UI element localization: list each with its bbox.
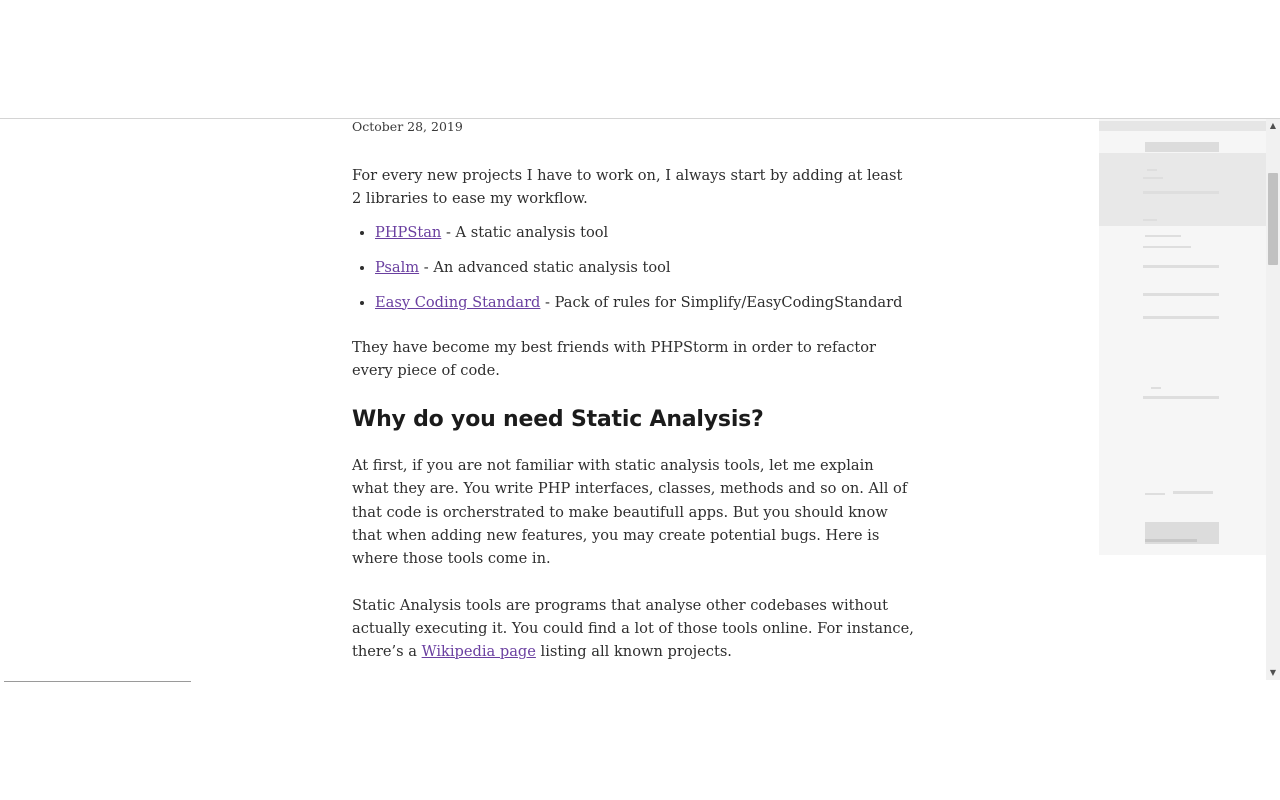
horizontal-scroll-indicator — [4, 681, 191, 682]
scroll-down-arrow-icon[interactable]: ▼ — [1269, 668, 1277, 677]
minimap-line — [1143, 293, 1219, 296]
tool-description: - A static analysis tool — [441, 223, 609, 241]
minimap-line — [1145, 235, 1181, 237]
minimap-line — [1143, 191, 1219, 194]
friends-paragraph: They have become my best friends with PHPStorm in order to refactor every piece of code. — [352, 338, 876, 379]
page-minimap[interactable] — [1099, 119, 1266, 555]
psalm-link[interactable]: Psalm — [375, 258, 420, 276]
minimap-line — [1173, 491, 1213, 494]
static-text-after: listing all known projects. — [535, 643, 732, 661]
tool-description: - Pack of rules for Simplify/EasyCodingStandard — [540, 293, 903, 311]
minimap-line — [1143, 316, 1219, 319]
minimap-line — [1151, 387, 1161, 389]
scrollbar-thumb[interactable] — [1268, 173, 1278, 265]
minimap-line — [1143, 246, 1191, 248]
easy-coding-standard-link[interactable]: Easy Coding Standard — [375, 293, 541, 311]
minimap-line — [1143, 219, 1157, 221]
minimap-banner — [1145, 142, 1219, 152]
minimap-line — [1145, 493, 1165, 495]
static-analysis-paragraph — [352, 594, 914, 664]
wikipedia-link[interactable]: Wikipedia page — [421, 643, 536, 661]
tools-list — [352, 221, 914, 314]
minimap-line — [1143, 265, 1219, 268]
static-text-before: Static Analysis tools are programs that analyse other codebases without actually executing it. You could find a lot of those tools online. For instance, there’s a — [352, 596, 914, 661]
phpstan-link[interactable]: PHPStan — [375, 223, 442, 241]
article-viewport[interactable] — [0, 119, 1266, 679]
minimap-line — [1143, 177, 1163, 179]
minimap-line — [1145, 539, 1197, 542]
minimap-line — [1147, 169, 1157, 171]
list-item — [375, 256, 914, 279]
explain-paragraph: At first, if you are not familiar with static analysis tools, let me explain what they are. You write PHP interfaces, classes, methods and so on. All of that code is orcherstrated to make beautifull apps. But you should know that when adding new features, you may create potential bugs. Here is where those tools come in. — [352, 457, 908, 568]
article-content — [352, 119, 914, 664]
scroll-up-arrow-icon[interactable]: ▲ — [1269, 121, 1277, 130]
section-heading: Why do you need Static Analysis? — [352, 407, 764, 433]
post-date: October 28, 2019 — [352, 119, 463, 134]
intro-paragraph: For every new projects I have to work on, I always start by adding at least 2 libraries to ease my workflow. — [352, 167, 903, 208]
vertical-scrollbar[interactable] — [1266, 119, 1280, 680]
minimap-visible-region[interactable] — [1099, 153, 1266, 226]
minimap-header — [1099, 121, 1266, 131]
tool-description: - An advanced static analysis tool — [419, 258, 671, 276]
list-item — [375, 221, 914, 244]
minimap-line — [1143, 396, 1219, 399]
list-item — [375, 291, 914, 314]
